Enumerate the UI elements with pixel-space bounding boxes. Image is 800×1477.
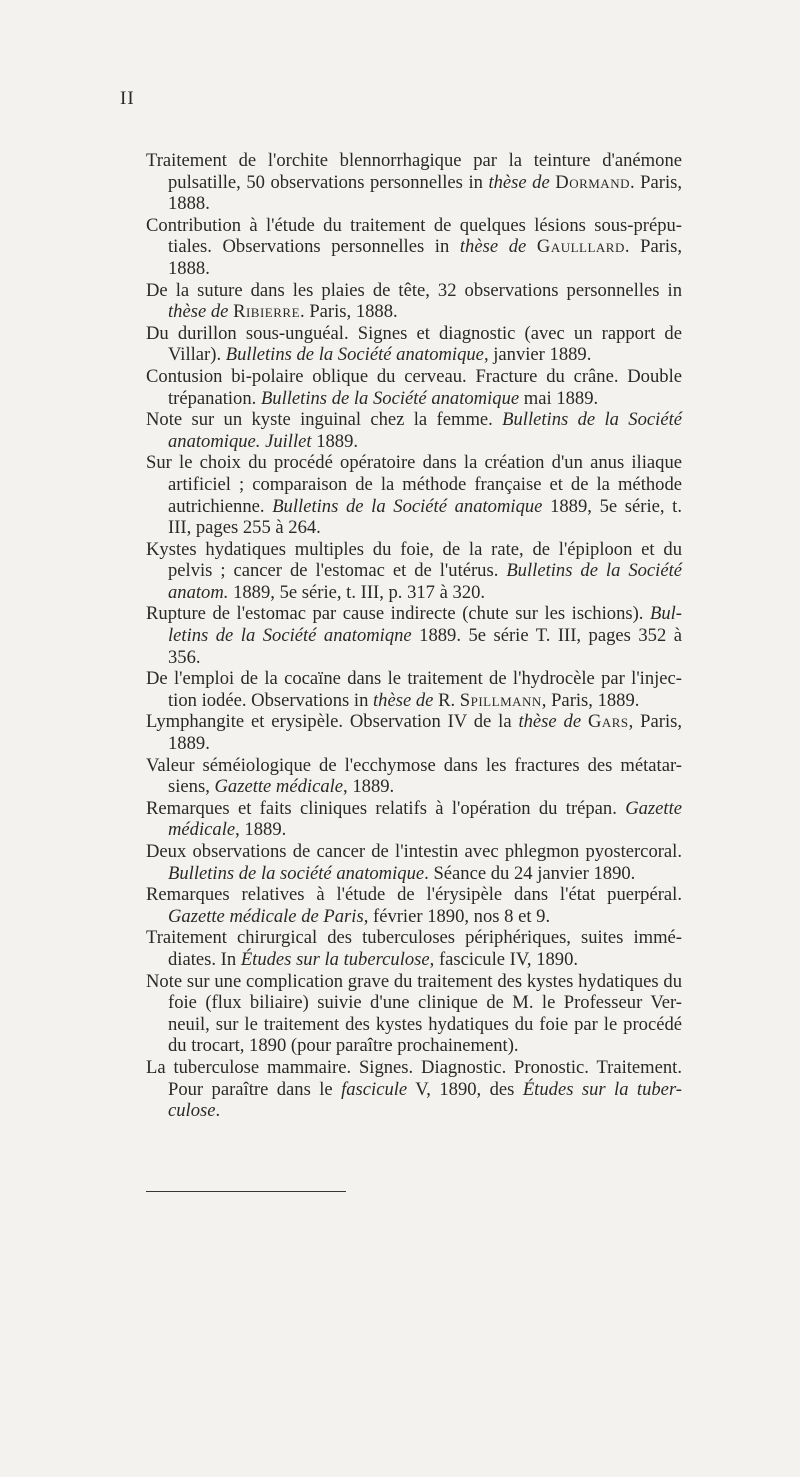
entry-italic-text: Bulletins de la Société anatomique	[272, 495, 543, 517]
bibliography-entry	[146, 452, 682, 538]
entry-text: R.	[433, 689, 460, 711]
bibliography-entry	[146, 215, 682, 280]
entry-text: . Paris, 1888.	[168, 236, 682, 279]
entry-text: V, 1890, des	[407, 1078, 523, 1100]
entry-text: Sur le choix du procédé opératoire dans la création d'un anus iliaque artificiel ; comparaison de la méthode française et de la méthode autrichienne.	[146, 452, 682, 517]
entry-italic-text: Gazette médicale de Paris	[168, 905, 364, 927]
page-number: II	[120, 88, 135, 109]
bibliography-entry	[146, 798, 682, 841]
bibliography-entry	[146, 150, 682, 215]
entry-text: 1889, 5e série, t. III, pages 255 à 264.	[168, 495, 682, 539]
entry-italic-text: thèse de	[459, 236, 527, 258]
entry-author-name: Gaulllard	[536, 236, 625, 258]
entry-italic-text: Bul-letins de la Société anatomiqne	[168, 603, 682, 647]
entry-italic-text: Gazette médicale	[214, 776, 344, 798]
bibliography-entry	[146, 409, 682, 452]
bibliography-entry	[146, 603, 682, 668]
bibliography-entry	[146, 755, 682, 798]
entry-text: Kystes hydatiques multiples du foie, de la rate, de l'épiploon et du pelvis ; cancer de l'estomac et de l'utérus.	[146, 538, 682, 582]
entry-text: . Séance du 24 janvier 1890.	[424, 862, 636, 884]
entry-text	[526, 236, 537, 257]
entry-text: , 1889.	[235, 819, 287, 841]
bibliography-entry	[146, 668, 682, 711]
bibliography-entry	[146, 971, 682, 1057]
entry-text: Traitement chirurgical des tuberculoses périphériques, suites immé-diates. In	[146, 927, 682, 970]
entry-text: mai 1889.	[519, 387, 599, 409]
entry-text: 1889, 5e série, t. III, p. 317 à 320.	[228, 581, 486, 603]
entry-text: .	[215, 1100, 221, 1122]
bibliography-entry	[146, 841, 682, 884]
entry-text: , 1889.	[343, 776, 395, 798]
entry-text: 1889.	[311, 430, 359, 452]
entry-text	[581, 711, 588, 732]
entry-italic-text: Études sur la tuberculose	[240, 948, 430, 970]
entry-text: , fascicule IV, 1890.	[429, 948, 579, 970]
entry-author-name: Gars	[587, 711, 629, 733]
entry-italic-text: thèse de	[373, 689, 434, 711]
entry-text: Remarques relatives à l'étude de l'érysipèle dans l'état puerpéral.	[146, 884, 682, 906]
entry-text: De l'emploi de la cocaïne dans le traitement de l'hydrocèle par l'injec-tion iodée. Observations in	[146, 668, 682, 711]
bibliography-entry	[146, 927, 682, 970]
entry-italic-text: Gazette médicale	[168, 797, 682, 841]
bibliography-entry	[146, 539, 682, 604]
entry-text: . Paris, 1888.	[168, 171, 682, 215]
entry-text: Contusion bi-polaire oblique du cerveau. Fracture du crâne. Double trépanation.	[146, 365, 682, 409]
bibliography-entry	[146, 366, 682, 409]
entry-text: Contribution à l'étude du traitement de quelques lésions sous-prépu-tiales. Observations personnelles in	[146, 214, 682, 258]
entry-author-name: Spillmann	[459, 689, 542, 711]
entry-text: De la suture dans les plaies de tête, 32 observations personnelles in	[146, 279, 682, 301]
entry-italic-text: thèse de	[518, 711, 582, 733]
bibliography-entry	[146, 280, 682, 323]
entry-italic-text: thèse de	[168, 301, 229, 323]
entry-author-name: Dormand	[555, 171, 630, 193]
entry-text: , janvier 1889.	[483, 344, 592, 366]
entry-text: Remarques et faits cliniques relatifs à l'opération du trépan.	[146, 797, 626, 819]
entry-author-name: Ribierre	[233, 301, 301, 323]
bibliography-entry	[146, 1057, 682, 1122]
entry-italic-text: Bulletins de la Société anatom.	[168, 560, 683, 603]
entry-text: , Paris, 1889.	[541, 689, 640, 711]
entry-text: La tuberculose mammaire. Signes. Diagnostic. Pronostic. Traitement. Pour paraître dans le	[146, 1056, 682, 1100]
entry-text: Note sur une complication grave du traitement des kystes hydatiques du foie (flux biliaire) suivie d'une clinique de M. le Professeur Ver-neuil, sur le traitement des kystes hydatiques du foie par le procédé du trocart, 1890 (pour paraître prochainement).	[146, 970, 682, 1057]
entry-text: , février 1890, nos 8 et 9.	[363, 905, 551, 927]
entry-text: Lymphangite et erysipèle. Observation IV de la	[146, 711, 519, 733]
entry-text: Traitement de l'orchite blennorrhagique par la teinture d'anémone pulsatille, 50 observations personnelles in	[146, 150, 682, 193]
bibliography-list	[146, 150, 682, 1122]
entry-italic-text: Études sur la tuber-culose	[168, 1078, 682, 1122]
bibliography-entry	[146, 884, 682, 927]
entry-text: Deux observations de cancer de l'intestin avec phlegmon pyostercoral.	[146, 841, 682, 862]
entry-text: Rupture de l'estomac par cause indirecte (chute sur les ischions).	[146, 603, 650, 625]
entry-text: Du durillon sous-unguéal. Signes et diagnostic (avec un rapport de Villar).	[146, 322, 682, 366]
entry-italic-text: fascicule	[341, 1078, 408, 1100]
entry-text: . Paris, 1888.	[300, 301, 398, 323]
entry-text: 1889. 5e série T. III, pages 352 à 356.	[168, 625, 682, 668]
bibliography-entry	[146, 323, 682, 366]
entry-italic-text: thèse de	[488, 171, 550, 193]
entry-text: , Paris, 1889.	[168, 711, 682, 755]
entry-italic-text: Bulletins de la Société anatomique. Juillet	[168, 409, 682, 452]
entry-italic-text: Bulletins de la société anatomique	[168, 862, 425, 884]
entry-italic-text: Bulletins de la Société anatomique	[225, 344, 484, 366]
entry-text: Note sur un kyste inguinal chez la femme.	[146, 409, 503, 431]
bibliography-entry	[146, 711, 682, 754]
entry-italic-text: Bulletins de la Société anatomique	[260, 387, 520, 409]
entry-text: Valeur séméiologique de l'ecchymose dans les fractures des métatar-siens,	[146, 754, 682, 798]
footer-rule	[146, 1191, 346, 1192]
